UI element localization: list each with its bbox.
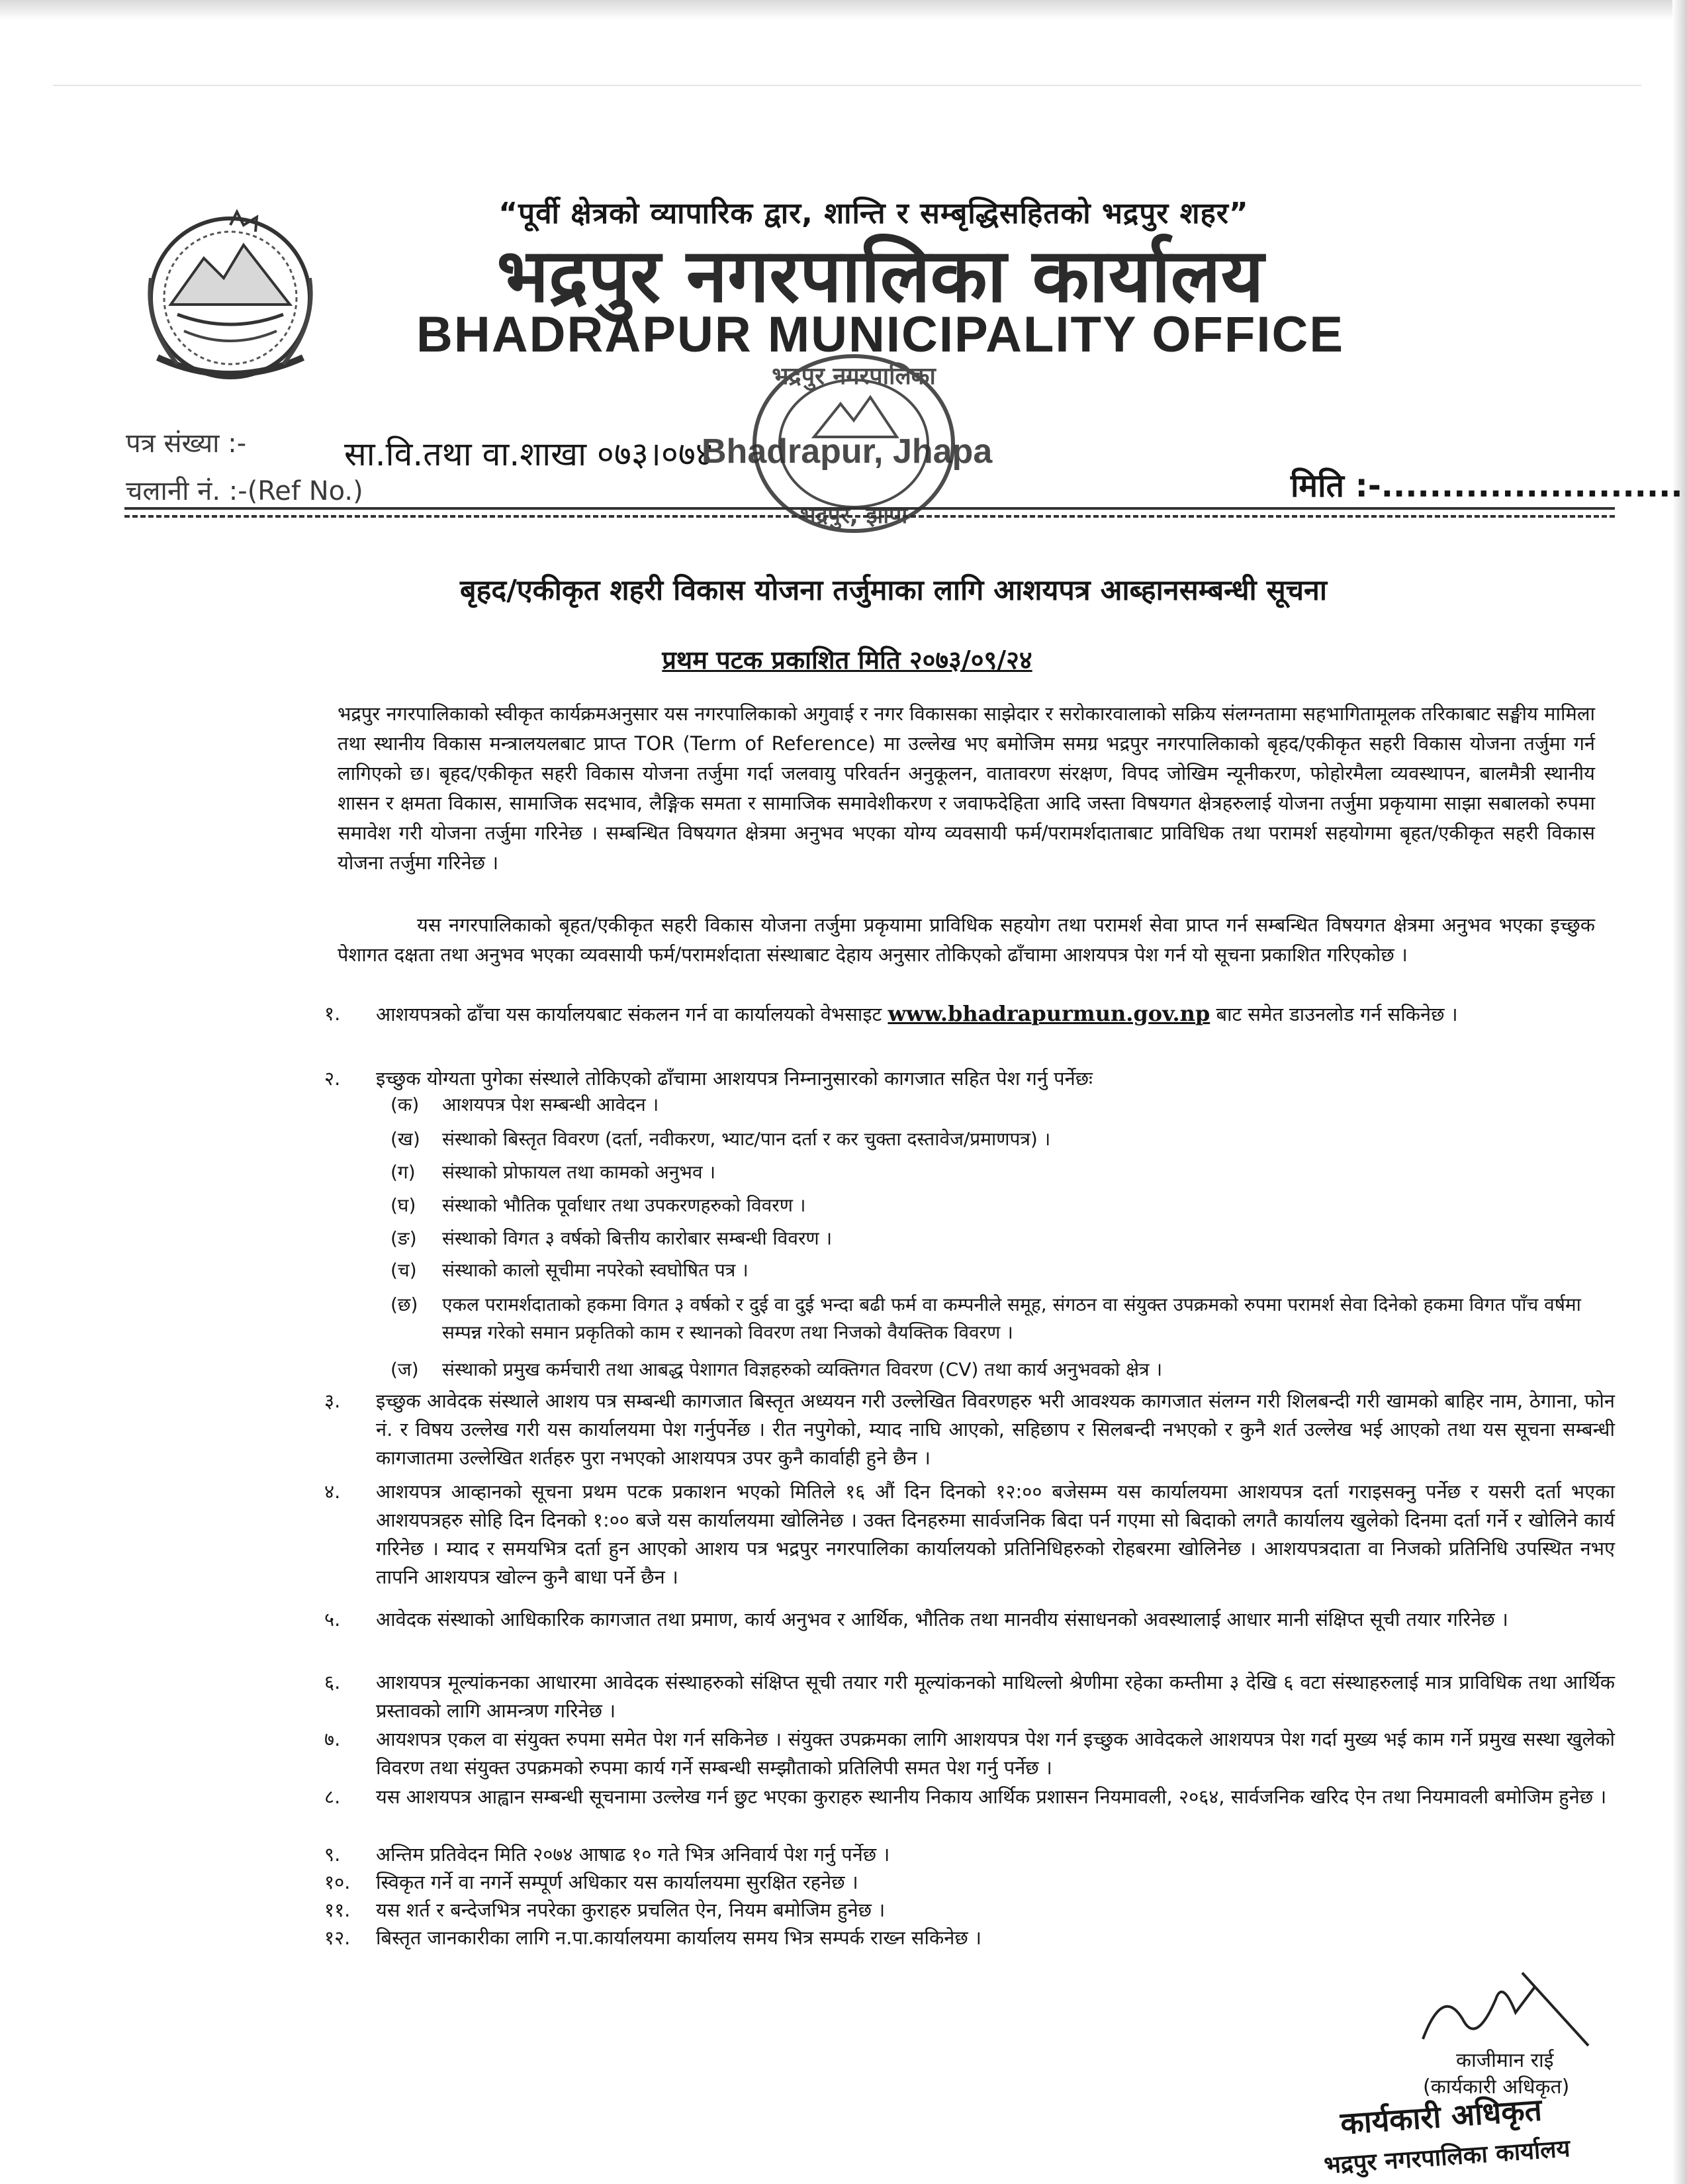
item-text: स्विकृत गर्ने वा नगर्ने सम्पूर्ण अधिकार यस कार्यालयमा सुरक्षित रहनेछ । [376, 1871, 858, 1893]
office-location: Bhadrapur, Jhapa [702, 432, 993, 471]
condition-item-12 [324, 1924, 1615, 1952]
scan-shadow-top [0, 0, 1687, 20]
nepal-emblem-icon [130, 199, 331, 397]
item-number: २. [324, 1067, 341, 1090]
seal-office: भद्रपुर नगरपालिका कार्यालय [1323, 2135, 1571, 2179]
condition-item-1 [324, 1000, 1615, 1029]
sub-item-text: संस्थाको प्रमुख कर्मचारी तथा आबद्ध पेशागत विज्ञहरुको व्यक्तिगत विवरण (CV) तथा कार्य अनुभवको क्षेत्र । [442, 1358, 1163, 1380]
sub-item-letter: (ज) [390, 1358, 419, 1380]
signatory-post: (कार्यकारी अधिकृत) [1423, 2075, 1570, 2099]
sub-item-text: एकल परामर्शदाताको हकमा विगत ३ वर्षको र दुई वा दुई भन्दा बढी फर्म वा कम्पनीले समूह, संगठन वा संयुक्त उपक्रमको रुपमा परामर्श सेवा दिनेको हकमा विगत पाँच वर्षमा सम्पन्न गरेको समान प्रकृतिको काम र स्थानको विवरण तथा निजको वैयक्तिक विवरण । [442, 1294, 1581, 1343]
item-number: ४. [324, 1480, 341, 1503]
sub-item-text: संस्थाको भौतिक पूर्वाधार तथा उपकरणहरुको विवरण । [442, 1194, 806, 1216]
item-number: ११. [324, 1899, 351, 1921]
condition-item-4 [324, 1478, 1615, 1591]
item-text: आयशपत्र एकल वा संयुक्त रुपमा समेत पेश गर्न सकिनेछ । संयुक्त उपक्रमका लागि आशयपत्र पेश गर्न इच्छुक आवेदकले आशयपत्र पेश गर्दा मुख्य भई काम गर्ने प्रमुख सस्था खुलेको विवरण तथा संयुक्त उपक्रमको रुपमा कार्य गर्ने सम्बन्धी सम्झौताको प्रतिलिपी समत पेश गर्नु पर्नेछ । [376, 1728, 1615, 1779]
sub-item-text: संस्थाको बिस्तृत विवरण (दर्ता, नवीकरण, भ्याट/पान दर्ता र कर चुक्ता दस्तावेज/प्रमाणपत्र) । [442, 1128, 1051, 1150]
item-number: ६. [324, 1671, 341, 1693]
first-published-date: प्रथम पटक प्रकाशित मिति २०७३/०९/२४ [662, 645, 1032, 675]
sub-item-letter: (छ) [390, 1294, 418, 1315]
sub-item-letter: (ख) [390, 1128, 420, 1150]
sub-item-text: संस्थाको प्रोफायल तथा कामको अनुभव । [442, 1161, 716, 1183]
item-text: आवेदक संस्थाको आधिकारिक कागजात तथा प्रमाण, कार्य अनुभव र आर्थिक, भौतिक तथा मानवीय संसाधनको अवस्थालाई आधार मानी संक्षिप्त सूची तयार गरिनेछ । [376, 1608, 1508, 1631]
letterhead-slogan: “पूर्वी क्षेत्रको व्यापारिक द्वार, शान्ति र सम्बृद्धिसहितको भद्रपुर शहर” [498, 197, 1249, 230]
sub-item-text: संस्थाको कालो सूचीमा नपरेको स्वघोषित पत्र । [442, 1259, 749, 1281]
branch-reference: सा.वि.तथा वा.शाखा ०७३।०७४ [344, 435, 713, 473]
sub-item-letter: (क) [390, 1094, 420, 1116]
item-text: आशयपत्र आव्हानको सूचना प्रथम पटक प्रकाशन भएको मितिले १६ औं दिन दिनको १२:०० बजेसम्म यस कार्यालयमा आशयपत्र दर्ता गराइसक्नु पर्नेछ र यसरी दर्ता भएका आशयपत्रहरु सोहि दिन दिनको १:०० बजे यस कार्यालयमा खोलिनेछ । उक्त दिनहरुमा सार्वजनिक बिदा पर्न गएमा सो बिदाको लगतै कार्यालय खुलेको दिनमा दर्ता गर्ने र खोलिने कार्य गरिनेछ । म्याद र समयभित्र दर्ता हुन आएको आशय पत्र भद्रपुर नगरपालिका कार्यालयको प्रतिनिधिहरुको रोहबरमा खोलिनेछ । आशयपत्रदाता वा निजको प्रतिनिधि उपस्थित नभए तापनि आशयपत्र खोल्न कुनै बाधा पर्ने छैन । [376, 1480, 1615, 1588]
office-stamp [735, 344, 973, 543]
dispatch-number-label: चलानी नं. :-(Ref No.) [126, 476, 363, 506]
sub-item-letter: (ग) [390, 1161, 416, 1183]
condition-item-3 [324, 1387, 1615, 1472]
sub-item-text: आशयपत्र पेश सम्बन्धी आवेदन । [442, 1094, 659, 1116]
condition-item-10 [324, 1868, 1615, 1897]
condition-item-7 [324, 1725, 1615, 1782]
item-number: ५. [324, 1608, 341, 1631]
condition-item-11 [324, 1896, 1615, 1924]
item-number: १२. [324, 1926, 351, 1949]
item-text: अन्तिम प्रतिवेदन मिति २०७४ आषाढ १० गते भित्र अनिवार्य पेश गर्नु पर्नेछ । [376, 1843, 890, 1866]
item-number: ३. [324, 1390, 341, 1412]
notice-title: बृहद/एकीकृत शहरी विकास योजना तर्जुमाका लागि आशयपत्र आब्हानसम्बन्धी सूचना [459, 574, 1328, 607]
sub-item-text: संस्थाको विगत ३ वर्षको बित्तीय कारोबार सम्बन्धी विवरण । [442, 1227, 833, 1249]
item-number: ८. [324, 1785, 341, 1808]
condition-item-9 [324, 1840, 1615, 1869]
second-paragraph: यस नगरपालिकाको बृहत/एकीकृत सहरी विकास योजना तर्जुमा प्रकृयामा प्राविधिक सहयोग तथा परामर्श सेवा प्राप्त गर्न सम्बन्धित विषयगत क्षेत्रमा अनुभव भएका इच्छुक पेशागत दक्षता तथा अनुभव भएका व्यवसायी फर्म/परामर्शदाता संस्थाबाट देहाय अनुसार तोकिएको ढाँचामा आशयपत्र पेश गर्न यो सूचना प्रकाशित गरिएकोछ । [338, 914, 1595, 966]
item-number: ९. [324, 1843, 341, 1866]
condition-item-8 [324, 1783, 1615, 1811]
stamp-line-2: भद्रपुर, झापा [799, 502, 908, 529]
item-number: ७. [324, 1728, 341, 1750]
condition-item-6 [324, 1668, 1615, 1725]
item-number: १. [324, 1002, 341, 1025]
scan-shadow-right [1672, 0, 1687, 2184]
handwritten-signature [1403, 1960, 1602, 2052]
condition-item-5 [324, 1605, 1615, 1634]
date-label: मिति :-......................... [1291, 467, 1683, 504]
item-text: यस शर्त र बन्देजभित्र नपरेका कुराहरु प्रचलित ऐन, नियम बमोजिम हुनेछ । [376, 1899, 886, 1921]
seal-title: कार्यकारी अधिकृत [1339, 2091, 1543, 2142]
office-name-nepali: भद्रपुर नगरपालिका कार्यालय [496, 233, 1264, 319]
condition-item-2 [324, 1065, 1615, 1093]
intro-paragraph: भद्रपुर नगरपालिकाको स्वीकृत कार्यक्रमअनुसार यस नगरपालिकाको अगुवाई र नगर विकासका साझेदार र सरोकारवालाको सक्रिय संलग्नतामा सहभागितामूलक तरिकाबाट सङ्घीय मामिला तथा स्थानीय विकास मन्त्रालयलबाट प्राप्त TOR (Term of Reference) मा उल्लेख भए बमोजिम समग्र भद्रपुर नगरपालिकाको बृहद/एकीकृत सहरी विकास योजना तर्जुमा गर्न लागिएको छ। बृहद/एकीकृत सहरी विकास योजना तर्जुमा गर्दा जलवायु परिवर्तन अनुकूलन, वातावरण संरक्षण, विपद जोखिम न्यूनीकरण, फोहोरमैला व्यवस्थापन, बालमैत्री स्थानीय शासन र क्षमता विकास, सामाजिक सदभाव, लैङ्गिक समता र सामाजिक समावेशीकरण र जवाफदेहिता आदि जस्ता विषयगत क्षेत्रहरुलाई योजना तर्जुमा प्रकृयामा साझा सबालको रुपमा समावेश गरी योजना तर्जुमा गरिनेछ । सम्बन्धित विषयगत क्षेत्रमा अनुभव भएका योग्य व्यवसायी फर्म/परामर्शदाताबाट प्राविधिक तथा परामर्श सहयोगमा बृहत/एकीकृत सहरी विकास योजना तर्जुमा गरिनेछ । [338, 702, 1595, 874]
sub-item-letter: (ङ) [390, 1227, 417, 1249]
letter-number-label: पत्र संख्या :- [126, 428, 247, 459]
sub-item-letter: (घ) [390, 1194, 416, 1216]
item-text: इच्छुक योग्यता पुगेका संस्थाले तोकिएको ढाँचामा आशयपत्र निम्नानुसारको कागजात सहित पेश गर्नु पर्नेछः [376, 1067, 1093, 1090]
stamp-line-1: भद्रपुर नगरपालिका [772, 363, 936, 390]
item-text: बिस्तृत जानकारीका लागि न.पा.कार्यालयमा कार्यालय समय भित्र सम्पर्क राख्न सकिनेछ । [376, 1926, 981, 1949]
item-text-before: आशयपत्रको ढाँचा यस कार्यालयबाट संकलन गर्न वा कार्यालयको वेभसाइट [376, 1003, 882, 1025]
website-link[interactable]: www.bhadrapurmun.gov.np [888, 1001, 1210, 1026]
item-text: यस आशयपत्र आह्वान सम्बन्धी सूचनामा उल्लेख गर्न छुट भएका कुराहरु स्थानीय निकाय आर्थिक प्रशासन नियमावली, २०६४, सार्वजनिक खरिद ऐन तथा नियमावली बमोजिम हुनेछ । [376, 1785, 1607, 1808]
item-text-after: बाट समेत डाउनलोड गर्न सकिनेछ । [1216, 1003, 1458, 1025]
item-text: आशयपत्र मूल्यांकनका आधारमा आवेदक संस्थाहरुको संक्षिप्त सूची तयार गरी मूल्यांकनको माथिल्लो श्रेणीमा रहेका कम्तीमा ३ देखि ६ वटा संस्थाहरुलाई मात्र प्राविधिक तथा आर्थिक प्रस्तावको लागि आमन्त्रण गरिनेछ । [376, 1671, 1615, 1722]
sub-item-letter: (च) [390, 1259, 417, 1281]
signatory-name: काजीमान राई [1456, 2049, 1554, 2072]
office-name-english: BHADRAPUR MUNICIPALITY OFFICE [416, 307, 1345, 363]
item-text: इच्छुक आवेदक संस्थाले आशय पत्र सम्बन्धी कागजात बिस्तृत अध्ययन गरी उल्लेखित विवरणहरु भरी आवश्यक कागजात संलग्न गरी शिलबन्दी गरी खामको बाहिर नाम, ठेगाना, फोन नं. र विषय उल्लेख गरी यस कार्यालयमा पेश गर्नुपर्नेछ । रीत नपुगेको, म्याद नाघि आएको, सहिछाप र सिलबन्दी नभएको र कुनै शर्त उल्लेख भई आएको तथा यस सूचना सम्बन्धी कागजातमा उल्लेखित शर्तहरु पुरा नभएको आशयपत्र उपर कुनै कार्वाही हुने छैन । [376, 1390, 1615, 1469]
item-number: १०. [324, 1871, 351, 1893]
scan-line [53, 85, 1641, 86]
